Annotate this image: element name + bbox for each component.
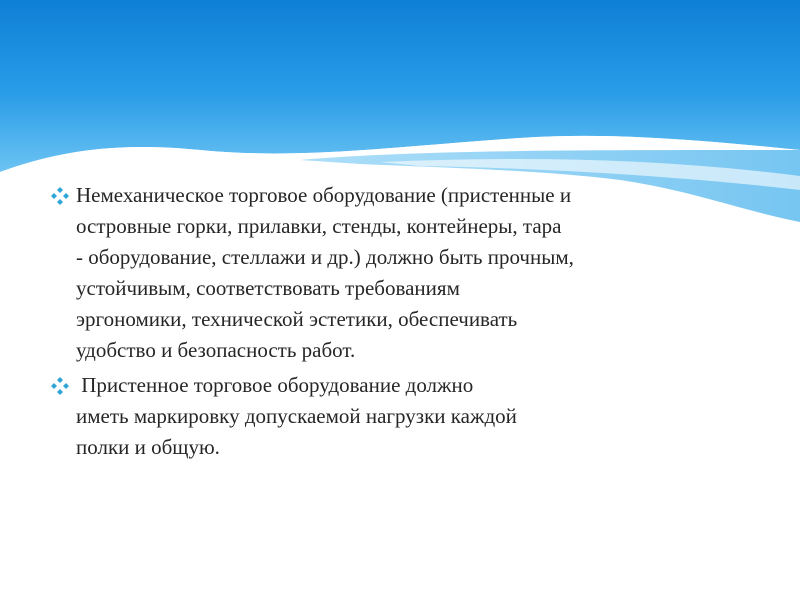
- bullet-item-2: [48, 370, 728, 463]
- bullet-line: удобство и безопасность работ.: [76, 338, 356, 362]
- diamond-cluster-icon: [50, 377, 70, 395]
- bullet-line: иметь маркировку допускаемой нагрузки каждой: [76, 404, 517, 428]
- bullet-line: Немеханическое торговое оборудование (пристенные и: [76, 183, 572, 207]
- bullet-line: Пристенное торговое оборудование должно: [76, 373, 474, 397]
- bullet-line: - оборудование, стеллажи и др.) должно быть прочным,: [76, 245, 574, 269]
- bullet-line: полки и общую.: [76, 435, 220, 459]
- bullet-line: островные горки, прилавки, стенды, контейнеры, тара: [76, 214, 562, 238]
- bullet-item-1: [48, 180, 728, 366]
- bullet-line: устойчивым, соответствовать требованиям: [76, 276, 460, 300]
- bullet-list: [48, 180, 728, 467]
- bullet-line: эргономики, технической эстетики, обеспечивать: [76, 307, 518, 331]
- diamond-cluster-icon: [50, 187, 70, 205]
